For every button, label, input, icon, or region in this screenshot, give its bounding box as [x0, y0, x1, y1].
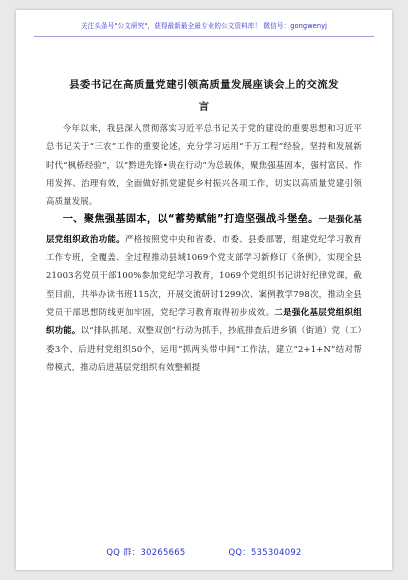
title-line-2: 言: [198, 101, 210, 113]
point-2-text: 以“排队抓尾、双整双创”行动为抓手，抄底排查后进乡镇（街道）党（工）委3个、后进村党组织50个，运用“抓两头带中间”工作法，建立“2+1+N”结对帮带模式，推动后进基层党组织有效整顿提: [46, 325, 362, 372]
section-1-heading: 一、聚焦强基固本，以“蓄势赋能”打造坚强战斗堡垒。: [62, 214, 319, 226]
footer-qq: QQ：535304092: [228, 547, 302, 557]
document-title: [16, 74, 392, 118]
document-body: [46, 119, 362, 376]
header-banner: 关注头条号"公文研究"，获得最新最全最专业的公文资料库！ 微信号：gongwenyj: [80, 22, 328, 30]
point-2-title: 二是强化基层党组织组织功能。: [46, 306, 363, 336]
footer-qq-group: QQ 群：30265665: [106, 547, 186, 557]
header-divider: [34, 36, 374, 37]
intro-paragraph: 今年以来，我县深入贯彻落实习近平总书记关于党的建设的重要思想和习近平总书记关于“三农”工作的重要论述，充分学习运用“千万工程”经验，坚持和发展新时代“枫桥经验”，以“黔进先锋•贵在行动”为总载体，聚焦强基固本，强村富民、作用发挥、治理有效，全面做好抓党建促乡村振兴各项工作，切实以高质量党建引领高质量发展。: [46, 123, 362, 207]
document-page: [16, 10, 392, 570]
point-1-text: 严格按照党中央和省委、市委、县委部署，组建党纪学习教育工作专班，全覆盖、全过程推动县域1069个党支部学习新修订《条例》，实现全县21003名党员干部100%参加党纪学习教育，1069个党组织书记讲好纪律党课，截至目前，共举办读书班115次，开展交流研讨1299次、案例教学798次，推动全县党员干部思想防线更加牢固，党纪学习教育取得初步成效。: [46, 233, 362, 317]
section-1-paragraph: [46, 210, 362, 376]
footer-contact: [16, 546, 392, 558]
point-1-title: 一是强化基层党组织政治功能。: [46, 214, 362, 244]
title-line-1: 县委书记在高质量党建引领高质量发展座谈会上的交流发: [69, 79, 339, 91]
